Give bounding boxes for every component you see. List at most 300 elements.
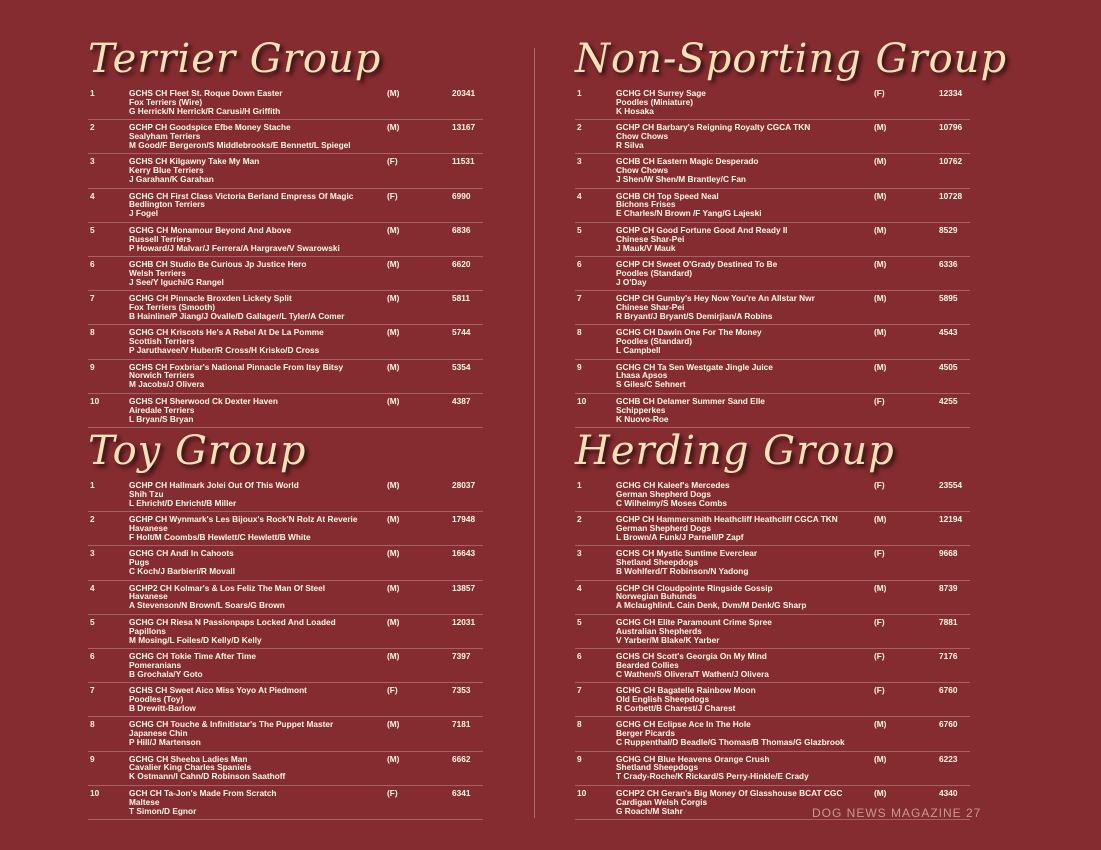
dog-sex: (F): [874, 88, 885, 98]
dog-breed: Havanese: [129, 591, 168, 602]
dog-info: [129, 789, 429, 816]
dog-sex: (M): [387, 650, 400, 661]
ranking-row: [575, 649, 970, 683]
dog-name: GCHG CH Monamour Beyond And Above: [129, 224, 292, 235]
dog-sex: (M): [387, 616, 400, 627]
dog-points: 13857: [452, 582, 476, 593]
dog-info: [616, 584, 916, 611]
dog-info: [616, 294, 916, 321]
ranking-row: [88, 581, 483, 615]
rank-number: 10: [577, 787, 587, 798]
rank-number: 2: [577, 122, 582, 133]
dog-points: 6836: [452, 224, 471, 235]
dog-breed: Pomeranians: [129, 659, 182, 670]
dog-info: [129, 549, 429, 576]
rank-number: 10: [90, 787, 100, 798]
dog-points: 6760: [939, 685, 958, 696]
group-title: Herding Group: [575, 428, 895, 474]
dog-info: [616, 652, 916, 679]
ranking-row: [88, 223, 483, 257]
dog-info: [616, 755, 916, 782]
dog-sex: (M): [874, 122, 887, 133]
dog-breed: Chow Chows: [616, 165, 669, 176]
rank-number: 5: [577, 224, 582, 235]
dog-sex: (M): [874, 582, 887, 593]
dog-sex: (M): [387, 88, 400, 98]
dog-sex: (M): [874, 293, 887, 304]
dog-sex: (M): [387, 582, 400, 593]
dog-info: [129, 584, 429, 611]
dog-breed: Norwegian Buhunds: [616, 591, 697, 602]
dog-breed: Chow Chows: [616, 131, 669, 142]
ranking-row: [88, 512, 483, 546]
dog-name: GCHG CH Ta Sen Westgate Jingle Juice: [616, 361, 773, 372]
dog-points: 4543: [939, 327, 958, 338]
dog-info: [616, 618, 916, 645]
rank-number: 2: [577, 514, 582, 525]
dog-info: [129, 226, 429, 253]
dog-name: GCHG CH Surrey Sage: [616, 88, 706, 98]
dog-breed: Kerry Blue Terriers: [129, 165, 204, 176]
dog-sex: (M): [874, 719, 887, 730]
dog-sex: (M): [874, 258, 887, 269]
rank-number: 5: [90, 224, 95, 235]
dog-name: GCHG CH Kaleef's Mercedes: [616, 480, 730, 490]
rank-number: 1: [90, 88, 95, 98]
dog-name: GCHP CH Gumby's Hey Now You're An Allstar Nwr: [616, 293, 815, 304]
ranking-row: [575, 512, 970, 546]
ranking-row: [575, 223, 970, 257]
dog-breed: Poodles (Miniature): [616, 96, 693, 107]
dog-breed: Bearded Collies: [616, 659, 679, 670]
dog-breed: Lhasa Apsos: [616, 370, 668, 381]
dog-breed: Norwich Terriers: [129, 370, 195, 381]
dog-info: [129, 755, 429, 782]
dog-sex: (M): [874, 327, 887, 338]
rank-number: 8: [577, 327, 582, 338]
dog-name: GCHS CH Mystic Suntime Everclear: [616, 548, 758, 559]
dog-owners: B Wohlferd/T Robinson/N Yadong: [616, 566, 749, 577]
dog-info: [616, 123, 916, 150]
dog-owners: K Hosaka: [616, 105, 654, 116]
dog-info: [129, 123, 429, 150]
dog-owners: J Fogel: [129, 208, 159, 219]
ranking-row: [88, 257, 483, 291]
dog-sex: (M): [874, 190, 887, 201]
dog-owners: P Jaruthavee/V Huber/R Cross/H Krisko/D Cross: [129, 345, 320, 356]
dog-owners: G Herrick/N Herrick/R Carusi/H Griffith: [129, 105, 281, 116]
dog-info: [129, 652, 429, 679]
ranking-row: [88, 360, 483, 394]
ranking-row: [575, 752, 970, 786]
ranking-list: [88, 86, 483, 428]
ranking-row: [88, 546, 483, 580]
rank-number: 3: [577, 548, 582, 559]
dog-owners: B Grochala/Y Goto: [129, 668, 203, 679]
dog-breed: Berger Picards: [616, 728, 676, 739]
dog-owners: K Nuovo-Roe: [616, 413, 669, 424]
dog-name: GCHG CH Riesa N Passionpaps Locked And Loaded: [129, 616, 336, 627]
dog-sex: (M): [874, 753, 887, 764]
rank-number: 9: [577, 361, 582, 372]
dog-name: GCHP2 CH Geran's Big Money Of Glasshouse BCAT CGC: [616, 787, 843, 798]
dog-points: 28037: [452, 480, 476, 490]
group-title: Terrier Group: [88, 36, 382, 82]
dog-points: 6990: [452, 190, 471, 201]
rank-number: 1: [90, 480, 95, 490]
ranking-row: [88, 154, 483, 188]
dog-points: 6336: [939, 258, 958, 269]
rank-number: 5: [577, 616, 582, 627]
dog-info: [616, 481, 916, 508]
rank-number: 8: [90, 719, 95, 730]
dog-breed: Papillons: [129, 625, 166, 636]
ranking-row: [575, 546, 970, 580]
dog-name: GCHP CH Sweet O'Grady Destined To Be: [616, 258, 778, 269]
dog-owners: F Holt/M Coombs/B Hewlett/C Hewlett/B White: [129, 532, 311, 542]
dog-points: 8739: [939, 582, 958, 593]
rank-number: 4: [90, 582, 95, 593]
ranking-list: [575, 86, 1007, 428]
ranking-row: [575, 615, 970, 649]
dog-owners: C Wathen/S Olivera/T Wathen/J Olivera: [616, 668, 769, 679]
dog-name: GCHG CH Andi In Cahoots: [129, 548, 234, 559]
dog-points: 13167: [452, 122, 476, 133]
ranking-row: [575, 581, 970, 615]
ranking-row: [575, 189, 970, 223]
dog-breed: Schipperkes: [616, 404, 666, 415]
rank-number: 7: [577, 293, 582, 304]
ranking-row: [575, 120, 970, 154]
dog-points: 4255: [939, 395, 958, 406]
dog-owners: P Hill/J Martenson: [129, 737, 201, 748]
rank-number: 10: [577, 395, 587, 406]
dog-sex: (F): [874, 395, 885, 406]
ranking-row: [575, 683, 970, 717]
dog-points: 8529: [939, 224, 958, 235]
dog-info: [129, 363, 429, 390]
page-footer: DOG NEWS MAGAZINE 27: [812, 806, 982, 820]
ranking-row: [88, 478, 483, 512]
dog-owners: J See/Y Iguchi/G Rangel: [129, 276, 224, 287]
dog-owners: P Howard/J Malvar/J Ferrera/A Hargrave/V Swarowski: [129, 242, 340, 253]
dog-info: [616, 363, 916, 390]
dog-info: [616, 157, 916, 184]
dog-points: 17948: [452, 514, 476, 525]
dog-breed: Australian Shepherds: [616, 625, 702, 636]
rank-number: 4: [577, 190, 582, 201]
ranking-row: [88, 683, 483, 717]
dog-name: GCHP CH Hammersmith Heathcliff Heathcliff CGCA TKN: [616, 514, 838, 525]
rank-number: 10: [90, 395, 100, 406]
dog-name: GCHG CH Pinnacle Broxden Lickety Split: [129, 293, 292, 304]
dog-breed: German Shepherd Dogs: [616, 523, 711, 534]
dog-points: 4340: [939, 787, 958, 798]
dog-points: 7181: [452, 719, 471, 730]
dog-info: [129, 686, 429, 713]
dog-sex: (M): [387, 480, 400, 490]
dog-owners: K Ostmann/I Cahn/D Robinson Saathoff: [129, 771, 286, 782]
rank-number: 1: [577, 88, 582, 98]
dog-sex: (M): [387, 753, 400, 764]
ranking-list: [88, 478, 483, 820]
dog-points: 6341: [452, 787, 471, 798]
dog-owners: C Koch/J Barbieri/R Movall: [129, 566, 236, 577]
rank-number: 1: [577, 480, 582, 490]
dog-owners: J Garahan/K Garahan: [129, 174, 214, 185]
dog-name: GCHG CH Bagatelle Rainbow Moon: [616, 685, 756, 696]
dog-owners: A Mclaughlin/L Cain Denk, Dvm/M Denk/G Sharp: [616, 600, 807, 611]
dog-sex: (M): [387, 258, 400, 269]
toy-group: [88, 426, 483, 820]
dog-points: 5354: [452, 361, 471, 372]
rank-number: 7: [90, 293, 95, 304]
dog-name: GCHB CH Studio Be Curious Jp Justice Hero: [129, 258, 307, 269]
dog-owners: J O'Day: [616, 276, 647, 287]
dog-breed: Chinese Shar-Pei: [616, 233, 685, 244]
dog-owners: S Giles/C Sehnert: [616, 379, 686, 390]
non-sporting-group: [575, 34, 1007, 428]
dog-info: [129, 397, 429, 424]
rank-number: 7: [577, 685, 582, 696]
rank-number: 3: [577, 156, 582, 167]
ranking-row: [88, 120, 483, 154]
rank-number: 9: [577, 753, 582, 764]
dog-sex: (M): [874, 224, 887, 235]
dog-info: [129, 294, 429, 321]
dog-breed: Airedale Terriers: [129, 404, 195, 415]
dog-breed: Bichons Frises: [616, 199, 676, 210]
dog-sex: (M): [387, 548, 400, 559]
dog-name: GCHG CH Elite Paramount Crime Spree: [616, 616, 772, 627]
terrier-group: [88, 34, 483, 428]
dog-points: 5744: [452, 327, 471, 338]
rank-number: 6: [577, 258, 582, 269]
ranking-row: [575, 325, 970, 359]
dog-breed: Welsh Terriers: [129, 267, 186, 278]
dog-breed: Scottish Terriers: [129, 336, 195, 347]
dog-breed: Maltese: [129, 796, 160, 807]
dog-info: [129, 260, 429, 287]
dog-sex: (M): [387, 327, 400, 338]
dog-sex: (M): [387, 361, 400, 372]
dog-name: GCHB CH Delamer Summer Sand Elle: [616, 395, 765, 406]
dog-name: GCHS CH Foxbriar's National Pinnacle From Itsy Bitsy: [129, 361, 344, 372]
dog-points: 10762: [939, 156, 963, 167]
dog-name: GCHG CH Touche & Infinitistar's The Puppet Master: [129, 719, 334, 730]
dog-owners: M Mosing/L Foiles/D Kelly/D Kelly: [129, 634, 262, 645]
dog-points: 7881: [939, 616, 958, 627]
dog-sex: (F): [874, 650, 885, 661]
dog-name: GCHG CH Blue Heavens Orange Crush: [616, 753, 770, 764]
dog-points: 12334: [939, 88, 963, 98]
dog-owners: L Ehricht/D Ehricht/B Miller: [129, 497, 237, 508]
dog-sex: (F): [874, 685, 885, 696]
group-title: Non-Sporting Group: [575, 36, 1008, 82]
ranking-row: [575, 154, 970, 188]
rank-number: 8: [90, 327, 95, 338]
dog-info: [129, 192, 429, 219]
dog-breed: Shetland Sheepdogs: [616, 762, 699, 773]
dog-breed: Cavalier King Charles Spaniels: [129, 762, 252, 773]
dog-info: [129, 515, 429, 542]
group-title: Toy Group: [88, 428, 307, 474]
rank-number: 6: [90, 258, 95, 269]
rank-number: 4: [577, 582, 582, 593]
rank-number: 5: [90, 616, 95, 627]
dog-sex: (M): [387, 224, 400, 235]
dog-points: 7176: [939, 650, 958, 661]
dog-breed: Sealyham Terriers: [129, 131, 201, 142]
ranking-row: [575, 86, 970, 120]
dog-name: GCHS CH Scott's Georgia On My Mind: [616, 650, 767, 661]
dog-sex: (M): [387, 514, 400, 525]
dog-sex: (M): [387, 293, 400, 304]
dog-points: 12031: [452, 616, 476, 627]
dog-owners: J Shen/W Shen/M Brantley/C Fan: [616, 174, 747, 185]
dog-name: GCHS CH Sweet Aico Miss Yoyo At Piedmont: [129, 685, 307, 696]
dog-info: [616, 89, 916, 116]
dog-name: GCHP2 CH Kolmar's & Los Feliz The Man Of Steel: [129, 582, 326, 593]
rank-number: 6: [577, 650, 582, 661]
ranking-row: [88, 649, 483, 683]
dog-breed: Japanese Chin: [129, 728, 188, 739]
rank-number: 7: [90, 685, 95, 696]
rank-number: 2: [90, 514, 95, 525]
ranking-row: [575, 291, 970, 325]
dog-info: [129, 89, 429, 116]
dog-points: 23554: [939, 480, 963, 490]
dog-name: GCHP CH Good Fortune Good And Ready II: [616, 224, 788, 235]
dog-owners: C Wilhelmy/S Moses Combs: [616, 497, 728, 508]
ranking-list: [575, 478, 970, 820]
dog-points: 6662: [452, 753, 471, 764]
dog-breed: Fox Terriers (Wire): [129, 96, 203, 107]
ranking-row: [88, 786, 483, 820]
dog-points: 5895: [939, 293, 958, 304]
dog-breed: Poodles (Standard): [616, 267, 693, 278]
dog-points: 5811: [452, 293, 470, 304]
dog-owners: R Silva: [616, 140, 644, 150]
dog-sex: (M): [874, 361, 887, 372]
dog-owners: R Corbett/B Charest/J Charest: [616, 702, 736, 713]
dog-sex: (M): [874, 156, 887, 167]
herding-group: [575, 426, 970, 820]
dog-name: GCHG CH Sheeba Ladies Man: [129, 753, 248, 764]
dog-name: GCHP CH Wynmark's Les Bijoux's Rock'N Rolz At Reverie: [129, 514, 358, 525]
dog-breed: Fox Terriers (Smooth): [129, 302, 216, 313]
dog-name: GCHG CH Dawin One For The Money: [616, 327, 762, 338]
dog-name: GCHG CH Kriscots He's A Rebel At De La Pomme: [129, 327, 324, 338]
dog-breed: German Shepherd Dogs: [616, 488, 711, 499]
rank-number: 2: [90, 122, 95, 133]
ranking-row: [88, 325, 483, 359]
dog-sex: (M): [874, 787, 887, 798]
dog-name: GCHS CH Kilgawny Take My Man: [129, 156, 260, 167]
dog-owners: T Simon/D Egnor: [129, 805, 197, 816]
dog-sex: (F): [874, 548, 885, 559]
dog-breed: Chinese Shar-Pei: [616, 302, 685, 313]
dog-info: [616, 192, 916, 219]
dog-info: [129, 618, 429, 645]
dog-owners: J Mauk/V Mauk: [616, 242, 676, 253]
dog-sex: (F): [874, 480, 885, 490]
dog-points: 11531: [452, 156, 475, 167]
dog-points: 20341: [452, 88, 476, 98]
dog-points: 16643: [452, 548, 476, 559]
dog-name: GCH CH Ta-Jon's Made From Scratch: [129, 787, 277, 798]
dog-owners: T Crady-Roche/K Rickard/S Perry-Hinkle/E Crady: [616, 771, 809, 782]
dog-owners: L Bryan/S Bryan: [129, 413, 194, 424]
dog-info: [616, 686, 916, 713]
dog-name: GCHB CH Top Speed Neal: [616, 190, 719, 201]
dog-points: 4387: [452, 395, 471, 406]
dog-owners: V Yarber/M Blake/K Yarber: [616, 634, 720, 645]
dog-sex: (F): [874, 616, 885, 627]
ranking-row: [88, 394, 483, 428]
ranking-row: [575, 478, 970, 512]
rank-number: 3: [90, 156, 95, 167]
ranking-row: [88, 291, 483, 325]
ranking-row: [88, 752, 483, 786]
dog-breed: Poodles (Standard): [616, 336, 693, 347]
dog-owners: B Drewitt-Barlow: [129, 702, 196, 713]
dog-info: [129, 720, 429, 747]
dog-breed: Shih Tzu: [129, 488, 164, 499]
rank-number: 4: [90, 190, 95, 201]
rank-number: 9: [90, 361, 95, 372]
dog-name: GCHB CH Eastern Magic Desperado: [616, 156, 759, 167]
dog-name: GCHG CH First Class Victoria Berland Empress Of Magic: [129, 190, 354, 201]
dog-info: [616, 515, 916, 542]
dog-sex: (F): [387, 685, 398, 696]
rank-number: 9: [90, 753, 95, 764]
dog-breed: Cardigan Welsh Corgis: [616, 796, 708, 807]
dog-owners: L Campbell: [616, 345, 661, 356]
dog-sex: (M): [387, 395, 400, 406]
dog-points: 7353: [452, 685, 471, 696]
dog-info: [129, 481, 429, 508]
dog-breed: Havanese: [129, 523, 168, 534]
dog-sex: (M): [387, 122, 400, 133]
dog-info: [616, 720, 916, 747]
dog-sex: (F): [387, 190, 398, 201]
dog-points: 6223: [939, 753, 958, 764]
dog-owners: C Ruppenthal/D Beadle/G Thomas/B Thomas/G Glazbrook: [616, 737, 845, 748]
dog-sex: (M): [874, 514, 887, 525]
ranking-row: [88, 189, 483, 223]
dog-breed: Russell Terriers: [129, 233, 192, 244]
dog-points: 10728: [939, 190, 963, 201]
dog-info: [616, 397, 916, 424]
dog-breed: Poodles (Toy): [129, 694, 184, 705]
dog-owners: M Jacobs/J Olivera: [129, 379, 205, 390]
ranking-row: [575, 257, 970, 291]
dog-points: 6760: [939, 719, 958, 730]
dog-points: 4505: [939, 361, 958, 372]
column-divider: [534, 48, 535, 818]
dog-info: [129, 328, 429, 355]
dog-owners: B Hainline/P Jiang/J Ovalle/D Gallager/L Tyler/A Comer: [129, 310, 345, 321]
rank-number: 3: [90, 548, 95, 559]
ranking-row: [88, 86, 483, 120]
ranking-row: [575, 717, 970, 751]
dog-info: [616, 226, 916, 253]
dog-info: [616, 260, 916, 287]
dog-breed: Bedlington Terriers: [129, 199, 205, 210]
dog-owners: R Bryant/J Bryant/S Demirjian/A Robins: [616, 310, 773, 321]
dog-owners: A Stevenson/N Brown/L Soars/G Brown: [129, 600, 285, 611]
